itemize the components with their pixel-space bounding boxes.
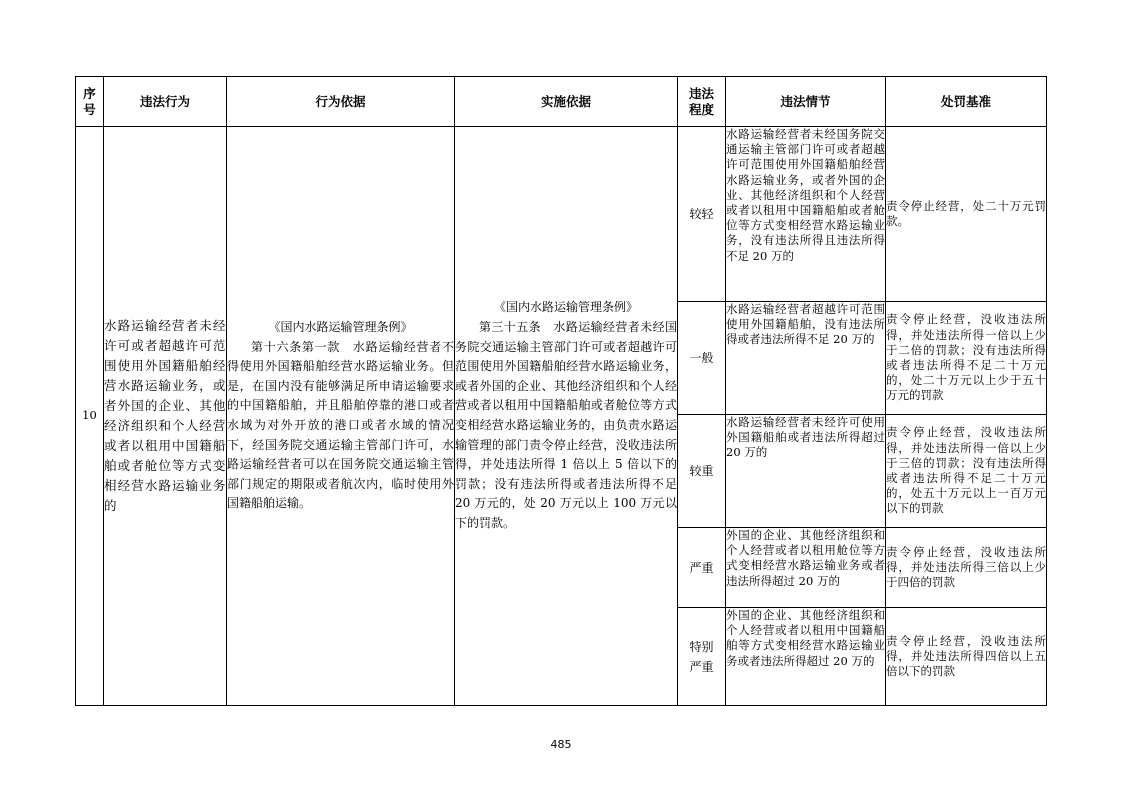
header-conduct-basis: 行为依据 — [227, 77, 455, 127]
penalty-table — [75, 76, 1047, 706]
enforcement-basis — [455, 127, 678, 706]
header-enforcement-basis: 实施依据 — [455, 77, 678, 127]
header-penalty: 处罚基准 — [886, 77, 1047, 127]
circumstance-level-3: 水路运输经营者未经许可使用外国籍船舶或者违法所得超过 20 万的 — [726, 415, 886, 528]
header-row — [76, 77, 1047, 127]
degree-level-2: 一般 — [678, 302, 726, 415]
degree-level-5: 特别严重 — [678, 608, 726, 706]
header-degree: 违法程度 — [678, 77, 726, 127]
penalty-level-2: 责令停止经营，没收违法所得，并处违法所得一倍以上少于二倍的罚款；没有违法所得或者违法所得不足二十万元的，处二十万元以上少于五十万元的罚款 — [886, 302, 1047, 415]
header-violation: 违法行为 — [104, 77, 227, 127]
conduct-basis-title: 《国内水路运输管理条例》 — [268, 320, 413, 335]
circumstance-level-5: 外国的企业、其他经济组织和个人经营或者以租用中国籍船舶等方式变相经营水路运输业务或者违法所得超过 20 万的 — [726, 608, 886, 706]
enforcement-basis-title: 《国内水路运输管理条例》 — [493, 300, 638, 315]
row-seq: 10 — [76, 127, 104, 706]
circumstance-level-4: 外国的企业、其他经济组织和个人经营或者以租用舱位等方式变相经营水路运输业务或者违法所得超过 20 万的 — [726, 528, 886, 608]
header-circumstance: 违法情节 — [726, 77, 886, 127]
conduct-basis-body: 第十六条第一款 水路运输经营者不得使用外国籍船舶经营水路运输业务。但是，在国内没有能够满足所申请运输要求的中国籍船舶，并且船舶停靠的港口或者水域为对外开放的港口或者水域的情况下，经国务院交通运输主管部门许可，水路运输经营者可以在国务院交通运输主管部门规定的期限或者航次内，临时使用外国籍船舶运输。 — [227, 339, 454, 511]
degree-level-4: 严重 — [678, 528, 726, 608]
circumstance-level-2: 水路运输经营者超越许可范围使用外国籍船舶，没有违法所得或者违法所得不足 20 万的 — [726, 302, 886, 415]
circumstance-level-1: 水路运输经营者未经国务院交通运输主管部门许可或者超越许可范围使用外国籍船舶经营水路运输业务，或者外国的企业、其他经济组织和个人经营或者以租用中国籍船舶或者舱位等方式变相经营水路运输业务，没有违法所得且违法所得不足 20 万的 — [726, 127, 886, 302]
penalty-level-3: 责令停止经营，没收违法所得，并处违法所得一倍以上少于三倍的罚款；没有违法所得或者违法所得不足二十万元的，处五十万元以上一百万元以下的罚款 — [886, 415, 1047, 528]
page-number: 485 — [550, 738, 572, 751]
penalty-level-1: 责令停止经营，处二十万元罚款。 — [886, 127, 1047, 302]
penalty-level-5: 责令停止经营，没收违法所得，并处违法所得四倍以上五倍以下的罚款 — [886, 608, 1047, 706]
violation-description: 水路运输经营者未经许可或者超越许可范围使用外国籍船舶经营水路运输业务，或者外国的企业、其他经济组织和个人经营或者以租用中国籍船舶或者舱位等方式变相经营水路运输业务的 — [104, 127, 227, 706]
degree-level-3: 较重 — [678, 415, 726, 528]
table-row — [76, 127, 1047, 302]
degree-level-1: 较轻 — [678, 127, 726, 302]
enforcement-basis-body: 第三十五条 水路运输经营者未经国务院交通运输主管部门许可或者超越许可范围使用外国籍船舶经营水路运输业务，或者外国的企业、其他经济组织和个人经营或者以租用中国籍船舶或者舱位等方式变相经营水路运输业务的，由负责水路运输管理的部门责令停止经营，没收违法所得，并处违法所得 1 倍以上 5 倍以下的罚款；没有违法所得或者违法所得不足 20 万元的，处 20 万元以上 100 万元以下的罚款。 — [455, 320, 677, 530]
conduct-basis — [227, 127, 455, 706]
header-seq: 序号 — [76, 77, 104, 127]
penalty-level-4: 责令停止经营，没收违法所得，并处违法所得三倍以上少于四倍的罚款 — [886, 528, 1047, 608]
